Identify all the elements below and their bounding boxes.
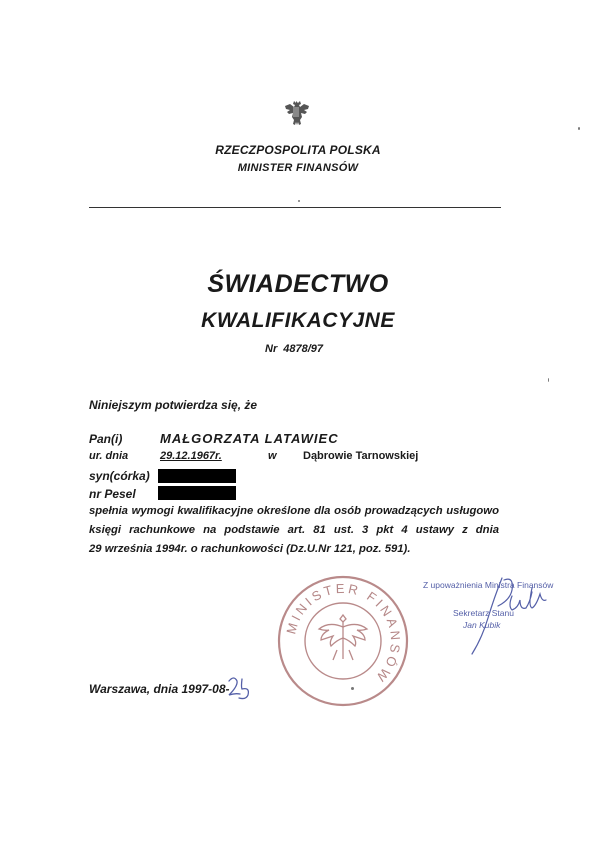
header-divider	[89, 207, 501, 208]
pesel-label: nr Pesel	[89, 487, 136, 501]
authorization-text: Z upoważnienia Ministra Finansów	[423, 580, 554, 590]
scan-speck	[548, 378, 549, 382]
pan-label: Pan(i)	[89, 432, 123, 446]
authority-name: MINISTER FINANSÓW	[237, 162, 359, 174]
redaction-bar	[158, 486, 236, 500]
scan-speck	[578, 127, 580, 130]
holder-name: MAŁGORZATA LATAWIEC	[160, 431, 339, 446]
born-label: ur. dnia	[89, 450, 129, 462]
redaction-bar	[158, 469, 236, 483]
number-label: Nr	[265, 343, 278, 355]
issue-date: Warszawa, dnia 1997-08-	[89, 682, 230, 696]
polish-eagle-icon	[281, 98, 311, 132]
document-title: ŚWIADECTWO	[207, 270, 389, 298]
born-date: 29.12.1967r.	[160, 450, 222, 462]
intro-text: Niniejszym potwierdza się, że	[89, 398, 258, 412]
born-place: Dąbrowie Tarnowskiej	[303, 450, 419, 462]
signer-name: Jan Kubik	[463, 620, 501, 630]
signer-position: Sekretarz Stanu	[453, 608, 514, 618]
certificate-number	[265, 343, 323, 355]
handwritten-day	[226, 671, 256, 701]
born-in-label: w	[268, 450, 277, 462]
son-daughter-label: syn(córka)	[89, 469, 150, 483]
paragraph-line: 29 września 1994r. o rachunkowości (Dz.U.Nr 121, poz. 591).	[89, 543, 411, 555]
document-subtitle: KWALIFIKACYJNE	[201, 309, 395, 332]
number-value: 4878/97	[283, 343, 323, 355]
scan-speck	[351, 687, 354, 690]
stamp-text: MINISTER FINANSÓW	[283, 580, 404, 687]
handwritten-signature	[440, 570, 560, 665]
official-stamp	[275, 573, 411, 709]
paragraph-line: księgi rachunkowe na podstawie art. 81 ust. 3 pkt 4 ustawy z dnia	[89, 524, 499, 536]
stamp-eagle-icon	[319, 615, 367, 660]
scan-speck	[298, 200, 300, 202]
country-name: RZECZPOSPOLITA POLSKA	[215, 143, 381, 157]
paragraph-line: spełnia wymogi kwalifikacyjne określone dla osób prowadzących usługowo	[89, 505, 499, 517]
